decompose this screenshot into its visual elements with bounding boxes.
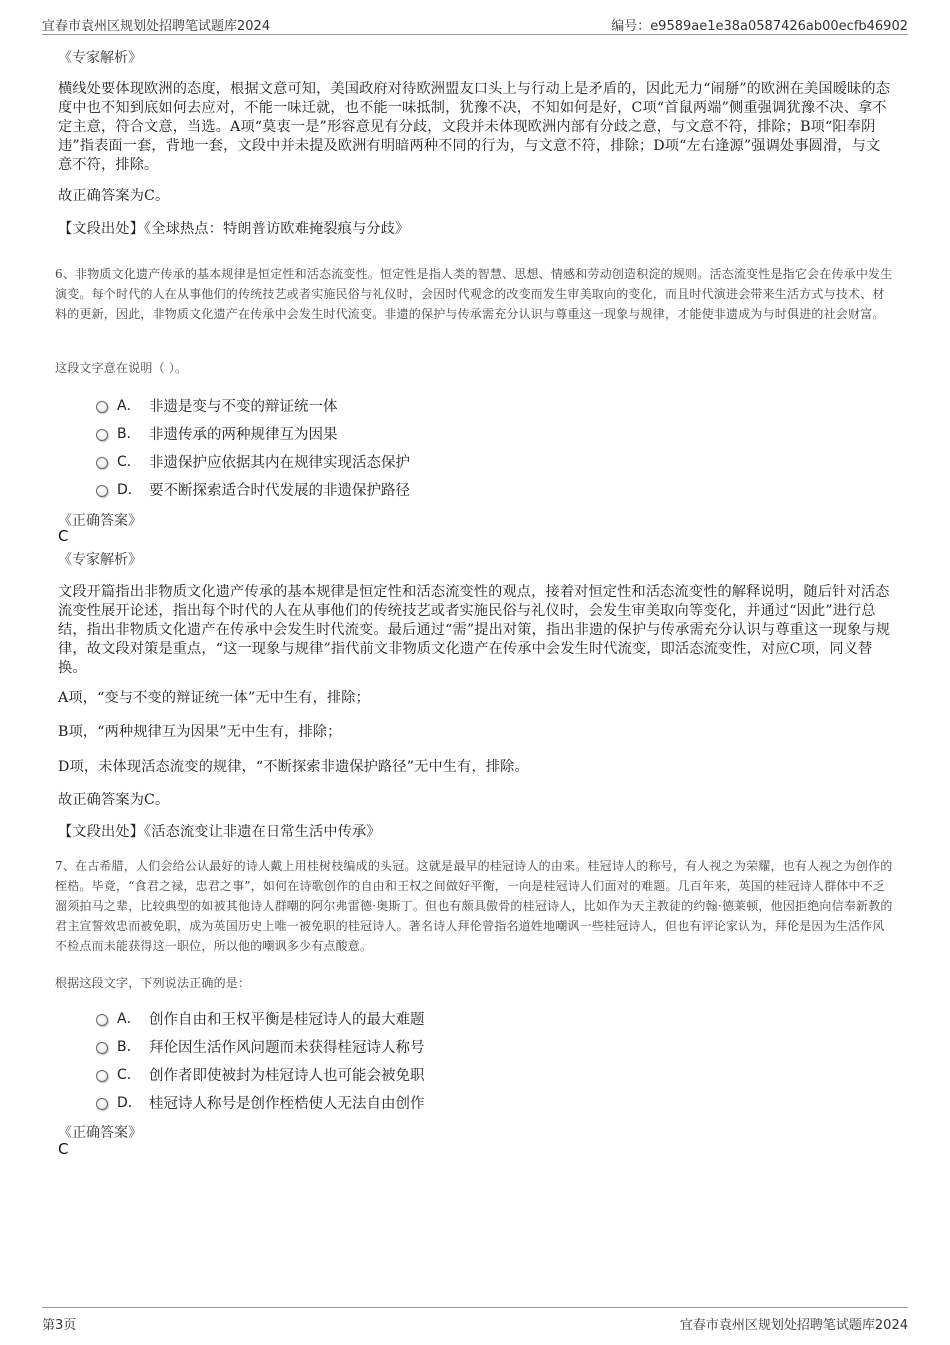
q6-source: 【文段出处】《活态流变让非遗在日常生活中传承》 (58, 824, 381, 840)
radio-icon[interactable] (96, 1098, 108, 1110)
option-text: 创作自由和王权平衡是桂冠诗人的最大难题 (149, 1011, 425, 1028)
q7-option-b[interactable] (96, 1035, 425, 1057)
option-letter: B． (117, 1039, 141, 1055)
page-number: 第3页 (42, 1318, 77, 1333)
q6-reason-d: D项，未体现活态流变的规律，“不断探索非遗保护路径”无中生有，排除。 (58, 759, 529, 775)
option-text: 创作者即使被封为桂冠诗人也可能会被免职 (149, 1067, 425, 1084)
q7-answer: C (58, 1140, 69, 1158)
q5-analysis-label: 《专家解析》 (58, 50, 142, 66)
option-letter: C． (117, 454, 141, 470)
q5-conclusion: 故正确答案为C。 (58, 188, 170, 204)
radio-icon[interactable] (96, 1070, 108, 1082)
q7-answer-label: 《正确答案》 (58, 1125, 142, 1141)
header-title: 宜春市袁州区规划处招聘笔试题库2024 (42, 19, 271, 34)
radio-icon[interactable] (96, 401, 108, 413)
option-text: 非遗传承的两种规律互为因果 (149, 426, 338, 443)
option-text: 非遗是变与不变的辩证统一体 (149, 398, 338, 415)
q7-option-c[interactable] (96, 1063, 425, 1085)
q6-option-d[interactable] (96, 478, 410, 500)
q6-option-a[interactable] (96, 394, 338, 416)
option-text: 要不断探索适合时代发展的非遗保护路径 (149, 482, 410, 499)
option-text: 拜伦因生活作风问题而未获得桂冠诗人称号 (149, 1039, 425, 1056)
q6-option-c[interactable] (96, 450, 410, 472)
q6-reason-a: A项，“变与不变的辩证统一体”无中生有，排除； (58, 690, 370, 706)
page-header (42, 12, 908, 35)
q5-analysis-text: 横线处要体现欧洲的态度，根据文意可知，美国政府对待欧洲盟友口头上与行动上是矛盾的，因此无力“闹掰”的欧洲在美国暧昧的态度中也不知到底如何去应对，不能一味迁就，也不能一味抵制，犹豫不决，不知如何是好，C项“首鼠两端”侧重强调犹豫不决、拿不定主意，符合文意，当选。A项“莫衷一是”形容意见有分歧，文段并未体现欧洲内部有分歧之意，与文意不符，排除；B项“阳奉阴违”指表面一套，背地一套，文段中并未提及欧洲有明暗两种不同的行为，与文意不符，排除；D项“左右逢源”强调处事圆滑，与文意不符，排除。 (58, 81, 891, 173)
q6-analysis-label: 《专家解析》 (58, 552, 142, 568)
radio-icon[interactable] (96, 429, 108, 441)
q7-passage: 7、在古希腊，人们会给公认最好的诗人戴上用桂树枝编成的头冠。这就是最早的桂冠诗人的由来。桂冠诗人的称号，有人视之为荣耀，也有人视之为创作的桎梏。毕竟，“食君之禄，忠君之事”，如何在诗歌创作的自由和王权之间做好平衡，一向是桂冠诗人们面对的难题。几百年来，英国的桂冠诗人群体中不乏溜须拍马之辈，比较典型的如被其他诗人群嘲的阿尔弗雷德·奥斯丁。但也有颇具傲骨的桂冠诗人，比如作为天主教徒的约翰·德莱顿，他因拒绝向信奉新教的君主宣誓效忠而被免职，成为英国历史上唯一被免职的桂冠诗人。著名诗人拜伦曾指名道姓地嘲讽一些桂冠诗人，但也有评论家认为，拜伦是因为生活作风不检点而未能获得这一职位，所以他的嘲讽多少有点酸意。 (55, 859, 893, 953)
q6-answer: C (58, 527, 69, 545)
option-letter: D． (117, 482, 142, 498)
footer-title: 宜春市袁州区规划处招聘笔试题库2024 (679, 1318, 908, 1333)
option-letter: A． (117, 1011, 141, 1027)
document-code: 编号：e9589ae1e38a0587426ab00ecfb46902 (611, 19, 908, 34)
q6-conclusion: 故正确答案为C。 (58, 792, 170, 808)
q6-answer-label: 《正确答案》 (58, 513, 142, 529)
option-letter: D． (117, 1095, 142, 1111)
q6-passage: 6、非物质文化遗产传承的基本规律是恒定性和活态流变性。恒定性是指人类的智慧、思想、情感和劳动创造积淀的规则。活态流变性是指它会在传承中发生演变。每个时代的人在从事他们的传统技艺或者实施民俗与礼仪时，会因时代观念的改变而发生审美取向的变化，而且时代演进会带来生活方式与技术、材料的更新，因此，非物质文化遗产在传承中会发生时代流变。非遗的保护与传承需充分认识与尊重这一现象与规律，才能使非遗成为与时俱进的社会财富。 (55, 267, 893, 321)
q6-analysis-text: 文段开篇指出非物质文化遗产传承的基本规律是恒定性和活态流变性的观点，接着对恒定性和活态流变性的解释说明，随后针对活态流变性展开论述，指出每个时代的人在从事他们的传统技艺或者实施民俗与礼仪时，会发生审美取向等变化，并通过“因此”进行总结，指出非物质文化遗产在传承中会发生时代流变。最后通过“需”提出对策，指出非遗的保护与传承需充分认识与尊重这一现象与规律，故文段对策是重点，“这一现象与规律”指代前文非物质文化遗产在传承中会发生时代流变，即活态流变性，对应C项，同义替换。 (58, 584, 891, 676)
radio-icon[interactable] (96, 1014, 108, 1026)
option-text: 非遗保护应依据其内在规律实现活态保护 (149, 454, 410, 471)
option-letter: B． (117, 426, 141, 442)
q6-reason-b: B项，“两种规律互为因果”无中生有，排除； (58, 724, 342, 740)
q7-option-d[interactable] (96, 1091, 425, 1113)
option-letter: A． (117, 398, 141, 414)
q6-question: 这段文字意在说明（ ）。 (55, 361, 188, 375)
option-text: 桂冠诗人称号是创作桎梏使人无法自由创作 (149, 1095, 425, 1112)
q6-option-b[interactable] (96, 422, 338, 444)
radio-icon[interactable] (96, 457, 108, 469)
q5-source: 【文段出处】《全球热点：特朗普访欧难掩裂痕与分歧》 (58, 221, 410, 237)
q7-question: 根据这段文字，下列说法正确的是： (55, 976, 251, 990)
radio-icon[interactable] (96, 1042, 108, 1054)
page-footer (42, 1307, 908, 1332)
radio-icon[interactable] (96, 485, 108, 497)
option-letter: C． (117, 1067, 141, 1083)
q7-option-a[interactable] (96, 1007, 425, 1029)
